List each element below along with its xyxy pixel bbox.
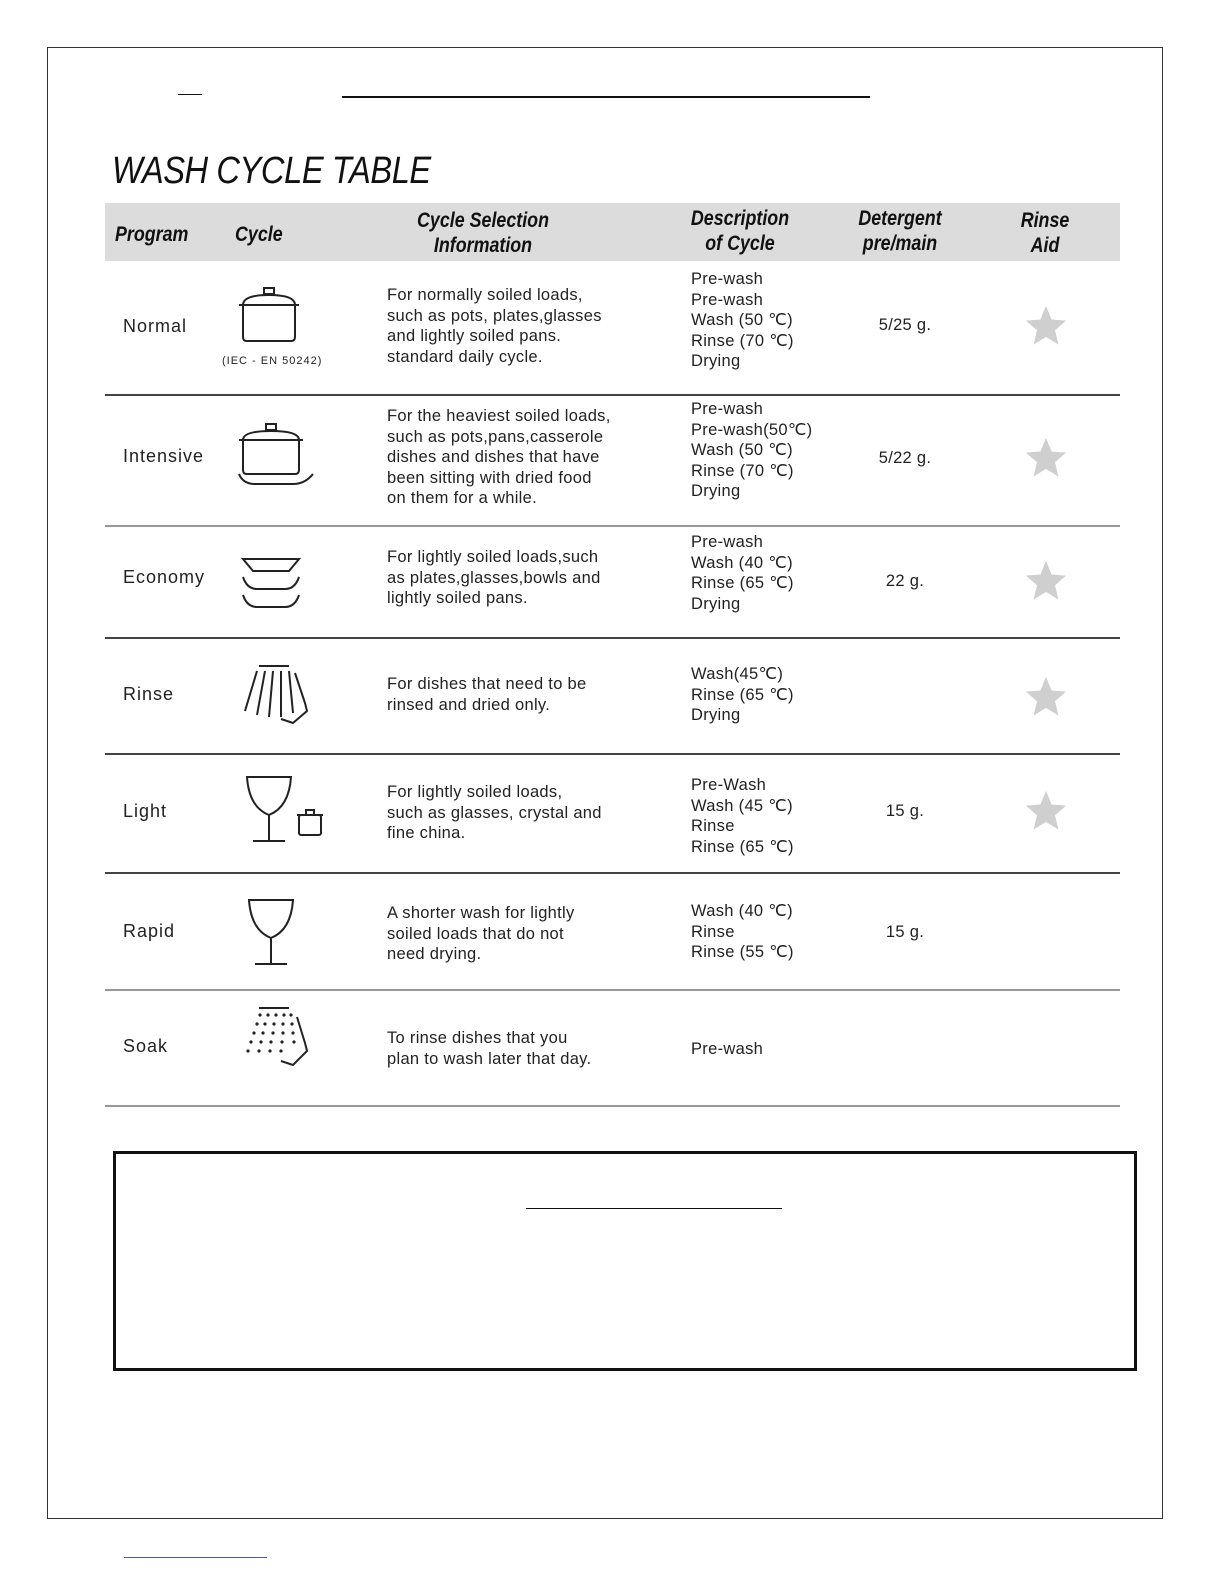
info-line: For normally soiled loads, <box>387 286 583 304</box>
desc-line: Rinse (65 ℃) <box>691 574 794 592</box>
stacked-plates-icon <box>233 555 303 611</box>
table-row-soak <box>105 991 1120 1107</box>
rinse-aid-star-icon <box>1023 788 1069 834</box>
notice-rule <box>526 1208 782 1209</box>
cycle-info <box>387 674 627 715</box>
info-line: To rinse dishes that you <box>387 1029 568 1047</box>
desc-line: Wash(45℃) <box>691 665 784 683</box>
info-line: soiled loads that do not <box>387 924 564 943</box>
table-row-rinse <box>105 639 1120 755</box>
program-name: Soak <box>123 1036 169 1056</box>
table-header <box>105 203 1120 261</box>
header-rule-long <box>342 96 870 98</box>
pot-icon <box>233 283 313 343</box>
table-row-light <box>105 755 1120 874</box>
header-detergent-line2: pre/main <box>862 232 938 255</box>
desc-line: Rinse <box>691 817 735 835</box>
cycle-description <box>691 901 841 963</box>
footer-link-underline <box>124 1557 267 1558</box>
cycle-info <box>387 782 627 844</box>
desc-line: Wash (45 ℃) <box>691 796 793 815</box>
cycle-info <box>387 1028 627 1069</box>
detergent-amount: 22 g. <box>885 572 925 590</box>
info-line: rinsed and dried only. <box>387 695 551 714</box>
header-description <box>681 206 800 256</box>
cycle-info <box>387 547 627 609</box>
program-name: Normal <box>123 316 188 336</box>
detergent-amount: 5/22 g. <box>878 449 932 467</box>
info-line: been sitting with dried food <box>387 468 592 487</box>
desc-line: Rinse <box>691 922 735 941</box>
detergent-amount: 15 g. <box>885 923 925 941</box>
desc-line: Drying <box>691 594 741 613</box>
cycle-description <box>691 269 841 372</box>
rinse-aid-star-icon <box>1023 558 1069 604</box>
header-detergent-line1: Detergent <box>858 207 942 230</box>
wine-glass-icon <box>233 898 313 968</box>
water-spray-icon <box>233 663 313 729</box>
info-line: standard daily cycle. <box>387 347 543 366</box>
info-line: For the heaviest soiled loads, <box>387 407 611 425</box>
info-line: such as glasses, crystal and <box>387 803 602 822</box>
desc-line: Pre-wash <box>691 533 764 551</box>
desc-line: Pre-wash <box>691 400 764 418</box>
table-row-economy <box>105 527 1120 639</box>
table-row-intensive <box>105 396 1120 527</box>
desc-line: Rinse (65 ℃) <box>691 685 794 704</box>
page-title: WASH CYCLE TABLE <box>112 150 431 192</box>
desc-line: Drying <box>691 706 741 724</box>
desc-line: Pre-Wash <box>691 776 767 794</box>
desc-line: Rinse (65 ℃) <box>691 837 794 856</box>
info-line: and lightly soiled pans. <box>387 327 562 345</box>
desc-line: Wash (40 ℃) <box>691 902 793 920</box>
info-line: on them for a while. <box>387 489 537 507</box>
dotted-spray-icon <box>233 1005 313 1071</box>
detergent-amount: 15 g. <box>885 802 925 820</box>
cycle-description <box>691 399 841 502</box>
info-line: need drying. <box>387 945 482 963</box>
wash-cycle-table <box>105 203 1120 1107</box>
info-line: For dishes that need to be <box>387 675 587 693</box>
header-rinse-aid-line2: Aid <box>1030 234 1060 257</box>
header-rinse-aid-line1: Rinse <box>1020 209 1070 232</box>
cycle-description <box>691 1039 841 1060</box>
header-description-line1: Description <box>690 207 790 230</box>
info-line: lightly soiled pans. <box>387 589 528 607</box>
desc-line: Rinse (55 ℃) <box>691 943 794 961</box>
desc-line: Pre-wash <box>691 1040 764 1058</box>
info-line: such as pots,pans,casserole <box>387 427 604 446</box>
header-cycle: Cycle <box>235 223 283 246</box>
header-cycle-selection <box>400 208 567 258</box>
header-program: Program <box>115 223 189 246</box>
cycle-info <box>387 903 627 965</box>
program-name: Light <box>123 801 168 821</box>
header-description-line2: of Cycle <box>705 232 775 255</box>
rinse-aid-star-icon <box>1023 303 1069 349</box>
desc-line: Wash (50 ℃) <box>691 441 793 459</box>
header-rule-short <box>178 94 202 95</box>
desc-line: Wash (40 ℃) <box>691 553 793 572</box>
info-line: A shorter wash for lightly <box>387 904 575 922</box>
header-cycle-selection-line2: Information <box>433 234 533 257</box>
cycle-info <box>387 285 627 367</box>
desc-line: Wash (50 ℃) <box>691 311 793 329</box>
detergent-amount: 5/25 g. <box>878 316 932 334</box>
info-line: plan to wash later that day. <box>387 1049 592 1068</box>
info-line: For lightly soiled loads, <box>387 783 563 801</box>
glass-and-small-pot-icon <box>233 775 333 845</box>
info-line: as plates,glasses,bowls and <box>387 568 601 587</box>
desc-line: Rinse (70 ℃) <box>691 331 794 350</box>
desc-line: Drying <box>691 352 741 370</box>
pot-with-heat-icon <box>233 422 323 492</box>
program-name: Intensive <box>123 446 205 466</box>
cycle-description <box>691 532 841 614</box>
program-name: Rinse <box>123 684 175 704</box>
desc-line: Pre-wash(50℃) <box>691 420 813 439</box>
header-cycle-selection-line1: Cycle Selection <box>417 209 549 232</box>
standard-reference-note: (IEC - EN 50242) <box>222 355 323 367</box>
info-line: For lightly soiled loads,such <box>387 548 599 566</box>
header-detergent <box>845 206 956 256</box>
cycle-description <box>691 775 841 857</box>
rinse-aid-star-icon <box>1023 435 1069 481</box>
program-name: Economy <box>123 567 206 587</box>
info-line: dishes and dishes that have <box>387 448 600 466</box>
program-name: Rapid <box>123 921 176 941</box>
table-row-rapid <box>105 874 1120 991</box>
table-row-normal <box>105 261 1120 396</box>
notice-box <box>113 1151 1137 1371</box>
desc-line: Pre-wash <box>691 270 764 288</box>
info-line: fine china. <box>387 824 466 842</box>
rinse-aid-star-icon <box>1023 674 1069 720</box>
info-line: such as pots, plates,glasses <box>387 306 602 325</box>
cycle-info <box>387 406 627 509</box>
cycle-description <box>691 664 841 726</box>
desc-line: Pre-wash <box>691 290 764 309</box>
desc-line: Rinse (70 ℃) <box>691 461 794 480</box>
desc-line: Drying <box>691 482 741 500</box>
header-rinse-aid <box>994 208 1096 258</box>
